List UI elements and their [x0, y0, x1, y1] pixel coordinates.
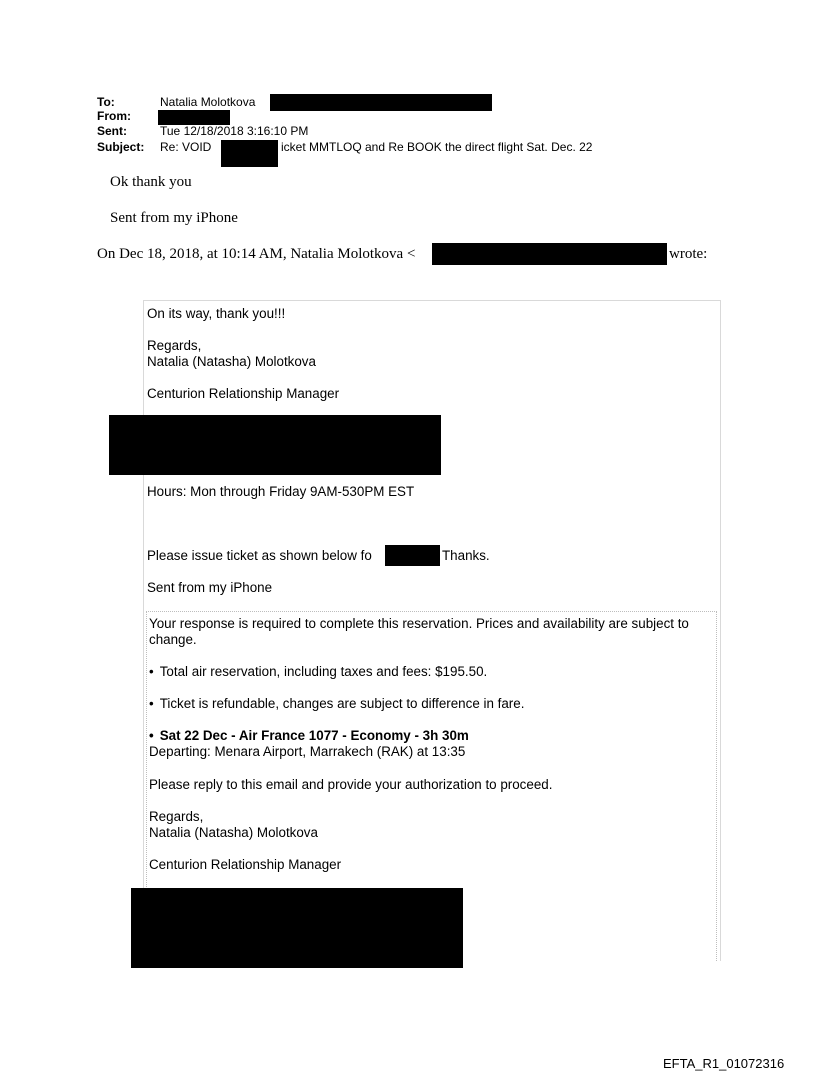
- sent-row: [97, 125, 697, 139]
- quoted2-bullet-refund: • Ticket is refundable, changes are subject to difference in fare.: [149, 696, 524, 712]
- quoted1-request: Please issue ticket as shown below fo: [147, 548, 372, 563]
- redaction-sender-email: [432, 243, 667, 265]
- quoted2-title: Centurion Relationship Manager: [149, 857, 342, 872]
- sent-value: Tue 12/18/2018 3:16:10 PM: [160, 124, 309, 138]
- quoted2-name: Natalia (Natasha) Molotkova: [149, 825, 318, 840]
- quote-intro: On Dec 18, 2018, at 10:14 AM, Natalia Molotkova <: [97, 246, 416, 262]
- reply-signature: Sent from my iPhone: [110, 210, 238, 226]
- quoted1-name: Natalia (Natasha) Molotkova: [147, 354, 316, 369]
- subject-rest: icket MMTLOQ and Re BOOK the direct flight Sat. Dec. 22: [281, 140, 593, 154]
- redaction-recipient: [385, 545, 440, 566]
- quoted1-hours: Hours: Mon through Friday 9AM-530PM EST: [147, 484, 415, 499]
- quoted1-line1: On its way, thank you!!!: [147, 306, 286, 321]
- quoted1-regards: Regards,: [147, 338, 202, 353]
- quoted2-flight: • Sat 22 Dec - Air France 1077 - Economy - 3h 30m: [149, 728, 469, 744]
- redaction-subject: [221, 140, 278, 167]
- quoted1-title: Centurion Relationship Manager: [147, 386, 340, 401]
- redaction-contact-block-2: [131, 888, 463, 968]
- sent-label: Sent:: [97, 124, 127, 138]
- quoted2-bullet-total: • Total air reservation, including taxes and fees: $195.50.: [149, 664, 487, 680]
- quote-intro-wrote: wrote:: [669, 246, 708, 262]
- to-label: To:: [97, 95, 115, 109]
- subject-row: [97, 141, 737, 155]
- quoted1-thanks: Thanks.: [442, 548, 490, 563]
- subject-prefix: Re: VOID: [160, 140, 212, 154]
- redaction-from: [158, 110, 230, 125]
- redaction-contact-block: [109, 415, 441, 475]
- reply-text: Ok thank you: [110, 174, 192, 190]
- quoted2-reply-request: Please reply to this email and provide your authorization to proceed.: [149, 777, 553, 792]
- subject-label: Subject:: [97, 140, 145, 154]
- quoted2-regards: Regards,: [149, 809, 204, 824]
- document-id: EFTA_R1_01072316: [663, 1056, 785, 1071]
- quoted1-signature: Sent from my iPhone: [147, 580, 273, 595]
- redaction-to-email: [270, 94, 492, 111]
- from-label: From:: [97, 109, 131, 123]
- to-value: Natalia Molotkova: [160, 95, 256, 109]
- quoted2-intro: Your response is required to complete this reservation. Prices and availability are subject to change.: [149, 616, 689, 647]
- quoted2-departing: Departing: Menara Airport, Marrakech (RAK) at 13:35: [149, 744, 466, 759]
